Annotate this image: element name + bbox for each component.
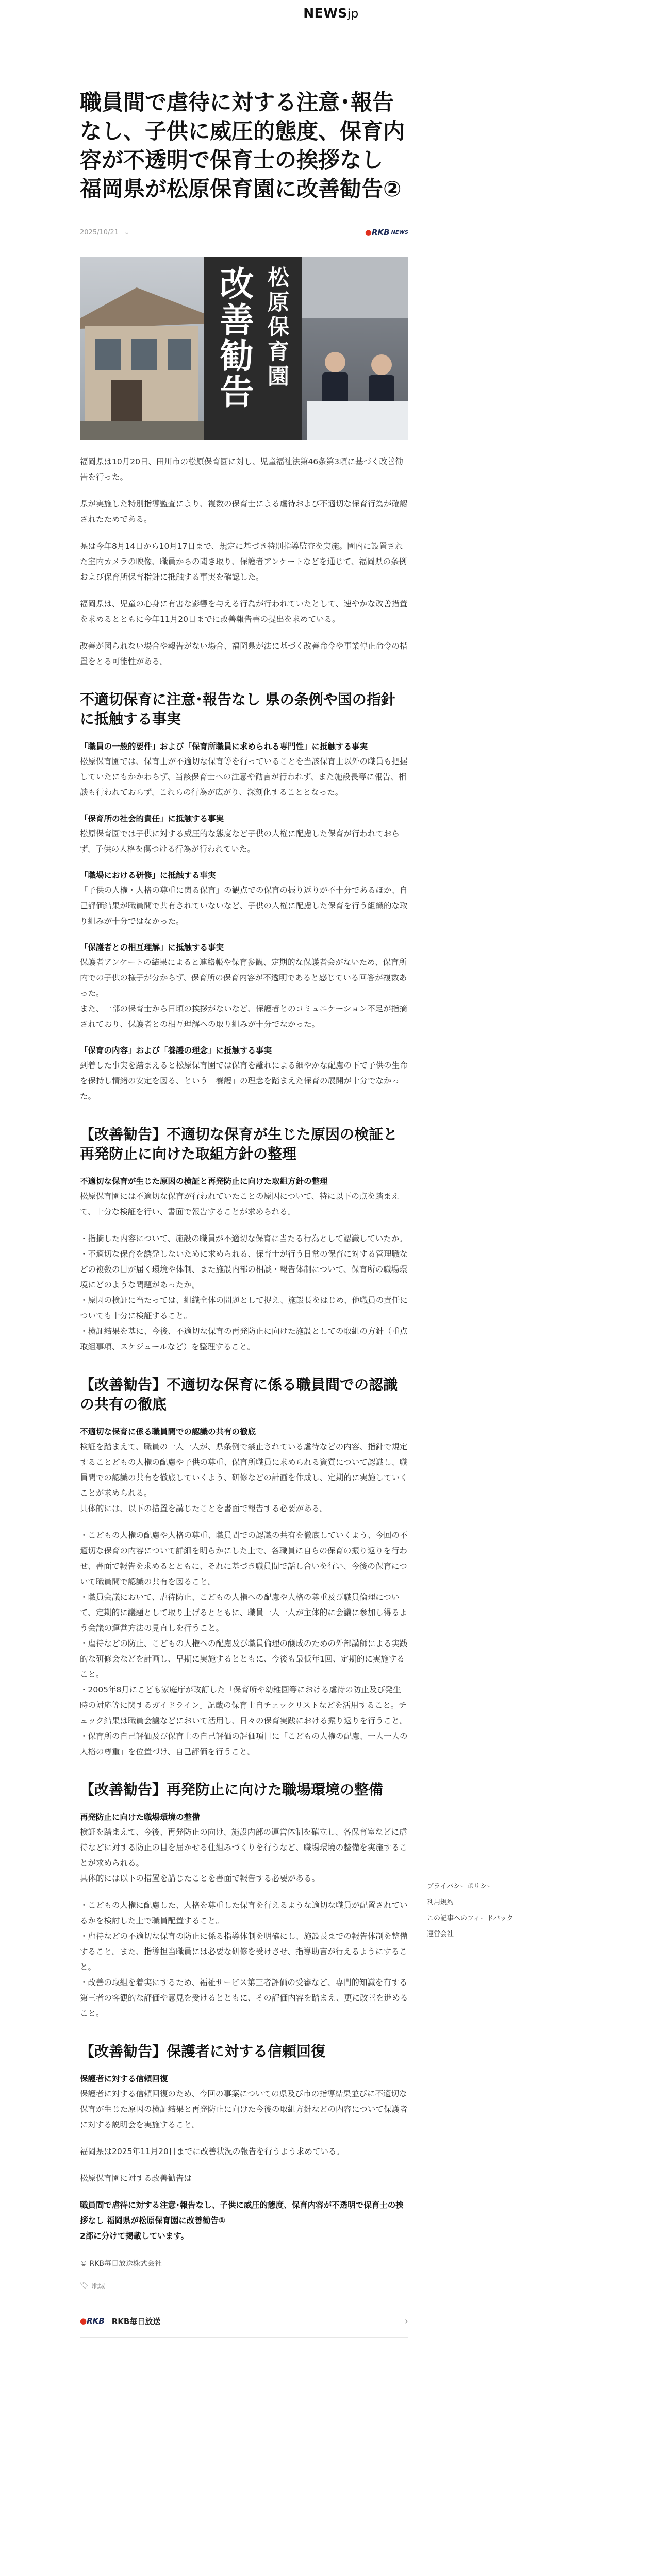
paragraph: 県が実施した特別指導監査により、複数の保育士による虐待および不適切な保育行為が確認されたためである。 — [80, 499, 408, 524]
tag-link[interactable]: 地域 — [91, 2283, 105, 2291]
article-date: 2025/10/21 — [80, 228, 119, 236]
paragraph: 松原保育園に対する改善勧告は — [80, 2174, 192, 2183]
paragraph: 福岡県は2025年11月20日までに改善状況の報告を行うよう求めている。 — [80, 2147, 344, 2156]
paragraph: 保護者に対する信頼回復のため、今回の事案についての県及び市の指導結果並びに不適切な保育が生じた原因の検証結果と再発防止に向けた今後の取組方針などの内容について保護者に対する説明会を実施すること。 — [80, 2089, 408, 2129]
article-title: 職員間で虐待に対する注意･報告なし、子供に威圧的態度、保育内容が不透明で保育士の挨拶なし 福岡県が松原保育園に改善勧告② — [80, 90, 405, 201]
link-terms[interactable]: 利用規約 — [427, 1899, 454, 1906]
link-feedback[interactable]: この記事へのフィードバック — [427, 1914, 514, 1922]
subsection — [80, 2072, 408, 2132]
section-heading: 不適切保育に注意･報告なし 県の条例や国の指針に抵触する事実 — [80, 691, 395, 727]
paragraph: 福岡県は10月20日、田川市の松原保育園に対し、児童福祉法第46条第3項に基づく改善勧告を行った。 — [80, 457, 404, 482]
subsection-heading: 「保育の内容」および「養護の理念」に抵触する事実 — [80, 1046, 272, 1055]
article-meta — [80, 221, 408, 244]
paragraph: 松原保育園では、保育士が不適切な保育等を行っていることを当該保育士以外の職員も把握していたにもかかわらず、当該保育士への注意や勧言が行われず、また施設長等に報告、相談も行われておらず、これらの行為が広がり、深刻化することとなった。 — [80, 757, 408, 797]
paragraph: 松原保育園では子供に対する威圧的な態度など子供の人権に配慮した保育が行われておらず、子供の人格を傷つける行為が行われていた。 — [80, 829, 400, 854]
paragraph: 改善が図られない場合や報告がない場合、福岡県が法に基づく改善命令や事業停止命令の措置をとる可能性がある。 — [80, 641, 408, 666]
subsection-heading: 「職場における研修」に抵触する事実 — [80, 871, 216, 880]
chevron-right-icon: › — [404, 2315, 408, 2327]
subsection-heading: 再発防止に向けた職場環境の整備 — [80, 1812, 200, 1822]
subsection — [80, 1810, 408, 1886]
paragraph: 松原保育園には不適切な保育が行われていたことの原因について、特に以下の点を踏まえて、十分な検証を行い、書面で報告することが求められる。 — [80, 1192, 400, 1216]
paragraph: 検証を踏まえて、今後、再発防止の向け、施設内部の運営体制を確立し、各保育室などに虐待などに対する防止の目を届かせる仕組みづくりを行うなど、職場環境の整備を実施することが求められる。 具体的には以下の措置を講じたことを書面で報告する必要がある。 — [80, 1827, 408, 1883]
paragraph: ・こどもの人権に配慮した、人格を尊重した保育を行えるような適切な職員が配置されているかを検討した上で職員配置すること。 ・虐待などの不適切な保育の防止に係る指導体制を明確にし、施設長までの報告体制を整備すること。また、指導担当職員には必要な研修を受けさせ、指導助言が行えるようにすること。 ・改善の取組を着実にするため、福祉サービス第三者評価の受審など、専門的知識を有する第三者の客観的な評価や意見を受けるとともに、その評価内容を踏まえ、更に改善を進めること。 — [80, 1901, 408, 2018]
paragraph: 検証を踏まえて、職員の一人一人が、県条例で禁止されている虐待などの内容、指針で規定することどもの人権の配慮や子供の尊重、保育所職員に求められる資質について認識し、職員間での認識の共有を徹底していくよう、研修などの計画を作成し、定期的に実施していくことが求められる。 具体的には、以下の措置を講じたことを書面で報告する必要がある。 — [80, 1442, 408, 1513]
section-heading: 【改善勧告】保護者に対する信頼回復 — [80, 2043, 326, 2060]
paragraph: 保護者アンケートの結果によると連絡帳や保育参観、定期的な保護者会がないため、保育所内での子供の様子が分からず、保育所の保育内容が不透明であると感じている回答が複数あった。 また、一部の保育士から日頃の挨拶がないなど、保護者とのコミュニケーション不足が指摘されており、保護者との相互理解への取り組みが十分でなかった。 — [80, 958, 407, 1029]
subsection — [80, 1174, 408, 1219]
related-article-note: 職員間で虐待に対する注意･報告なし、子供に威圧的態度、保育内容が不透明で保育士の挨拶なし 福岡県が松原保育園に改善勧告① 2部に分けて掲載しています。 — [80, 2200, 404, 2241]
subsection — [80, 868, 408, 929]
publisher-logo-sub: NEWS — [391, 229, 408, 235]
subsection-heading: 保護者に対する信頼回復 — [80, 2074, 168, 2083]
link-company[interactable]: 運営会社 — [427, 1930, 454, 1938]
article-body — [80, 454, 408, 2244]
publisher-brand[interactable] — [365, 228, 408, 237]
hero-caption-line2: 改善勧告 — [214, 266, 254, 410]
source-name: RKB毎日放送 — [111, 2316, 161, 2326]
subsection-heading: 「保育所の社会的責任」に抵触する事実 — [80, 814, 224, 823]
subsection — [80, 1425, 408, 1516]
source-logo-icon: ●RKB — [80, 2316, 105, 2326]
paragraph: 県は今年8月14日から10月17日まで、規定に基づき特別指導監査を実施。園内に設置された室内カメラの映像、職員からの聞き取り、保護者アンケートなどを通じて、福岡県の条例および保育所保育指針に抵触する事実を確認した。 — [80, 541, 407, 582]
site-logo-sub: jp — [347, 7, 359, 21]
subsection-heading: 不適切な保育に係る職員間での認識の共有の徹底 — [80, 1427, 256, 1436]
tag-row — [80, 2281, 408, 2291]
copyright: © RKB毎日放送株式会社 — [80, 2260, 162, 2268]
article — [80, 88, 408, 2338]
paragraph: 「子供の人権・人格の尊重に関る保育」の観点での保育の振り返りが不十分であるほか、自己評価結果が職員間で共有されていないなど、子供の人権に配慮した保育を行う組織的な取り組みが十分ではなかった。 — [80, 886, 408, 926]
tag-icon: 🏷 — [80, 2282, 89, 2290]
publisher-logo-icon: ●RKB — [365, 228, 390, 237]
top-bar — [0, 0, 662, 26]
subsection — [80, 940, 408, 1032]
subsection — [80, 1043, 408, 1104]
section-heading: 【改善勧告】不適切な保育が生じた原因の検証と再発防止に向けた取組方針の整理 — [80, 1126, 398, 1162]
chevron-down-icon[interactable]: ⌄ — [123, 228, 130, 236]
hero-caption — [204, 266, 302, 436]
source-link[interactable] — [80, 2304, 408, 2338]
paragraph: ・こどもの人権の配慮や人格の尊重、職員間での認識の共有を徹底していくよう、今回の不適切な保育の内容について詳細を明らかにした上で、各職員に自らの保育の振り返りを行わせ、書面で報告を求めるとともに、それに基づき職員間で話し合いを行い、今後の保育について職員間で認識の共有を図ること。 ・職員会議において、虐待防止、こどもの人権への配慮や人格の尊重及び職員倫理について、定期的に議題として取り上げるとともに、職員一人一人が主体的に会議に参加し得るよう会議の運営方法の見直しを行うこと。 ・虐待などの防止、こどもの人権への配慮及び職員倫理の醸成のための外部講師による実践的な研修会などを計画し、早期に実施するとともに、今後も最低年1回、定期的に実施すること。 ・2005年8月にこども家庭庁が改訂した「保育所や幼稚園等における虐待の防止及び発生時の対応等に関するガイドライン」記載の保育士自チェックリストなどを活用すること。チェック結果は職員会議などにおいて活用し、日々の保育実践における振り返りを行うこと。 ・保育所の自己評価及び保育士の自己評価の評価項目に「こどもの人権の配慮、一人一人の人格の尊重」を位置づけ、自己評価を行うこと。 — [80, 1531, 408, 1756]
paragraph: ・指摘した内容について、施設の職員が不適切な保育に当たる行為として認識していたか。 ・不適切な保育を誘発しないために求められる、保育士が行う日常の保育に対する管理職などの複数の目が届く環境や体制、また施設内部の相談・報告体制について、保育所の職場環境にどのような問題があったか。 ・原因の検証に当たっては、組織全体の問題として捉え、施設長をはじめ、他職員の責任についても十分に検証すること。 ・検証結果を基に、今後、不適切な保育の再発防止に向けた施設としての取組の方針（重点取組事項、スケジュールなど）を整理すること。 — [80, 1234, 408, 1351]
site-logo[interactable] — [303, 6, 359, 21]
hero-image — [80, 257, 408, 440]
hero-caption-line1: 松原保育園 — [264, 266, 290, 389]
footer-links — [427, 1878, 551, 1942]
section-heading: 【改善勧告】不適切な保育に係る職員間での認識の共有の徹底 — [80, 1376, 398, 1413]
paragraph: 到着した事実を踏まえると松原保育園では保育を離れによる細やかな配慮の下で子供の生命を保持し情緒の安定を図る、という「養護」の理念を踏まえた保育の展開が十分でなかった。 — [80, 1061, 408, 1101]
subsection — [80, 739, 408, 800]
subsection-heading: 不適切な保育が生じた原因の検証と再発防止に向けた取組方針の整理 — [80, 1177, 328, 1186]
subsection-heading: 「職員の一般的要件」および「保育所職員に求められる専門性」に抵触する事実 — [80, 742, 368, 751]
subsection — [80, 811, 408, 857]
subsection-heading: 「保護者との相互理解」に抵触する事実 — [80, 943, 224, 952]
paragraph: 福岡県は、児童の心身に有害な影響を与える行為が行われていたとして、速やかな改善措置を求めるとともに今年11月20日までに改善報告書の提出を求めている。 — [80, 599, 408, 624]
section-heading: 【改善勧告】再発防止に向けた職場環境の整備 — [80, 1781, 384, 1798]
link-privacy-policy[interactable]: プライバシーポリシー — [427, 1883, 494, 1890]
site-logo-main: NEWS — [303, 5, 347, 21]
